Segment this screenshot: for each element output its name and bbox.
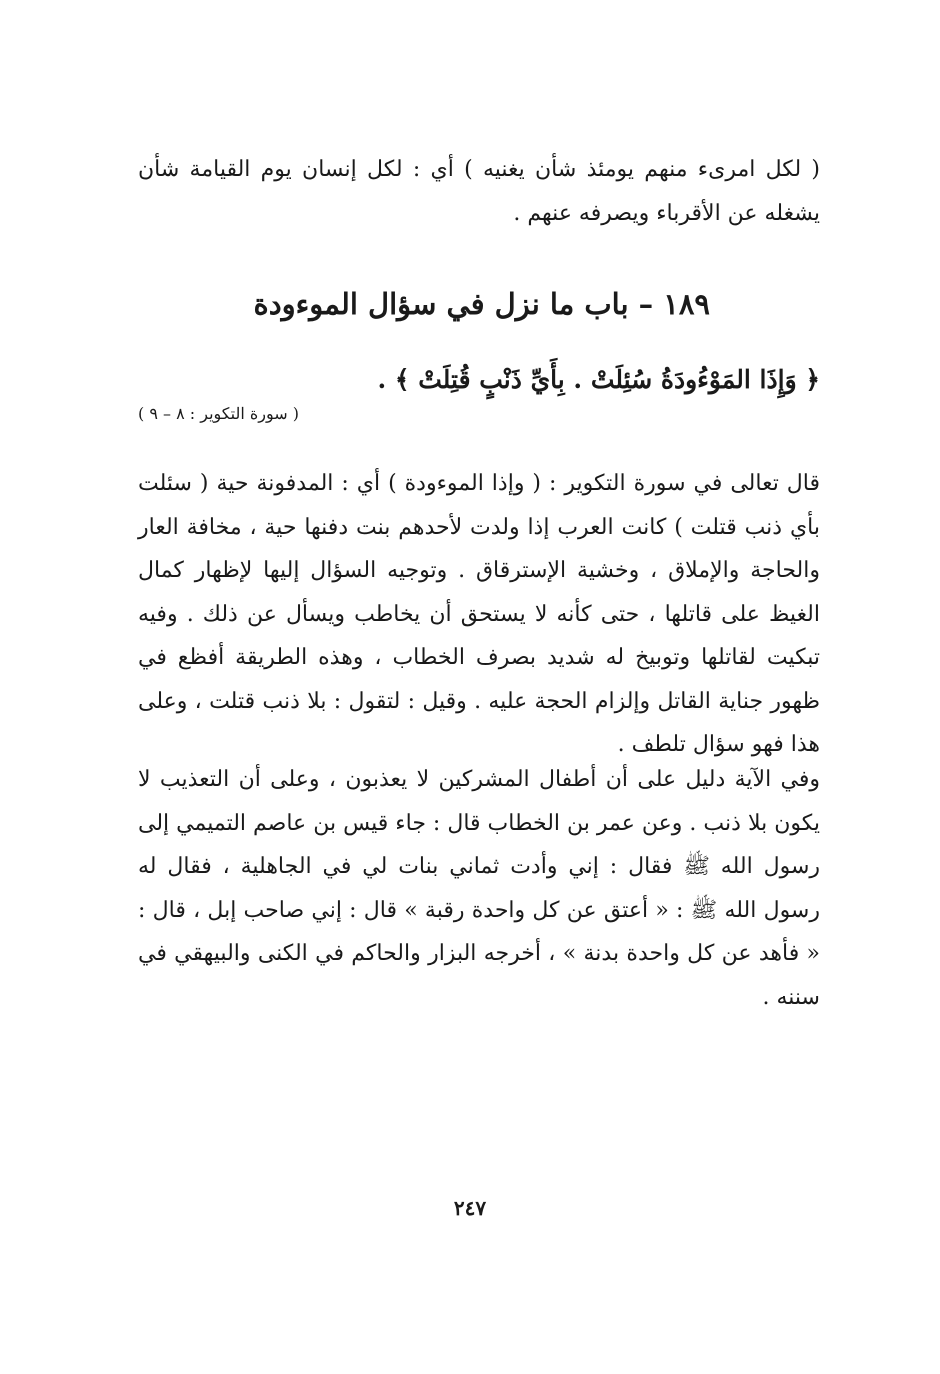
page-number: ٢٤٧ (453, 1196, 487, 1220)
intro-paragraph: ( لكل امرىء منهم يومئذ شأن يغنيه ) أي : لكل إنسان يوم القيامة شأن يشغله عن الأقرباء ويصرفه عنهم . (138, 157, 820, 226)
commentary-paragraph-1: قال تعالى في سورة التكوير : ( وإذا الموءودة ) أي : المدفونة حية ( سئلت بأي ذنب قتلت ) كانت العرب إذا ولدت لأحدهم بنت دفنها حية ، مخافة العار والحاجة والإملاق ، وخشية الإسترقاق . وتوجيه السؤال إليها لإظهار كمال الغيظ على قاتلها ، حتى كأنه لا يستحق أن يخاطب ويسأل عن ذلك . وفيه تبكيت لقاتلها وتوبيخ له شديد بصرف الخطاب ، وهذه الطريقة أفظع في ظهور جناية القاتل وإلزام الحجة عليه . وقيل : لتقول : بلا ذنب قتلت ، وعلى هذا فهو سؤال تلطف . (138, 471, 820, 757)
quran-verse: ﴿ وَإِذَا المَوْءُودَةُ سُئِلَتْ . بِأَيِّ ذَنْبٍ قُتِلَتْ ﴾ . (377, 365, 820, 394)
chapter-heading: ١٨٩ – باب ما نزل في سؤال الموءودة (253, 287, 710, 321)
commentary-paragraph-2: وفي الآية دليل على أن أطفال المشركين لا يعذبون ، وعلى أن التعذيب لا يكون بلا ذنب . وعن عمر بن الخطاب قال : جاء قيس بن عاصم التميمي إلى رسول الله ﷺ فقال : إني وأدت ثماني بنات لي في الجاهلية ، فقال له رسول الله ﷺ : « أعتق عن كل واحدة رقبة » قال : إني صاحب إبل ، قال : « فأهد عن كل واحدة بدنة » ، أخرجه البزار والحاكم في الكنى والبيهقي في سننه . (138, 767, 820, 1010)
verse-reference: ( سورة التكوير : ٨ – ٩ ) (138, 404, 299, 423)
